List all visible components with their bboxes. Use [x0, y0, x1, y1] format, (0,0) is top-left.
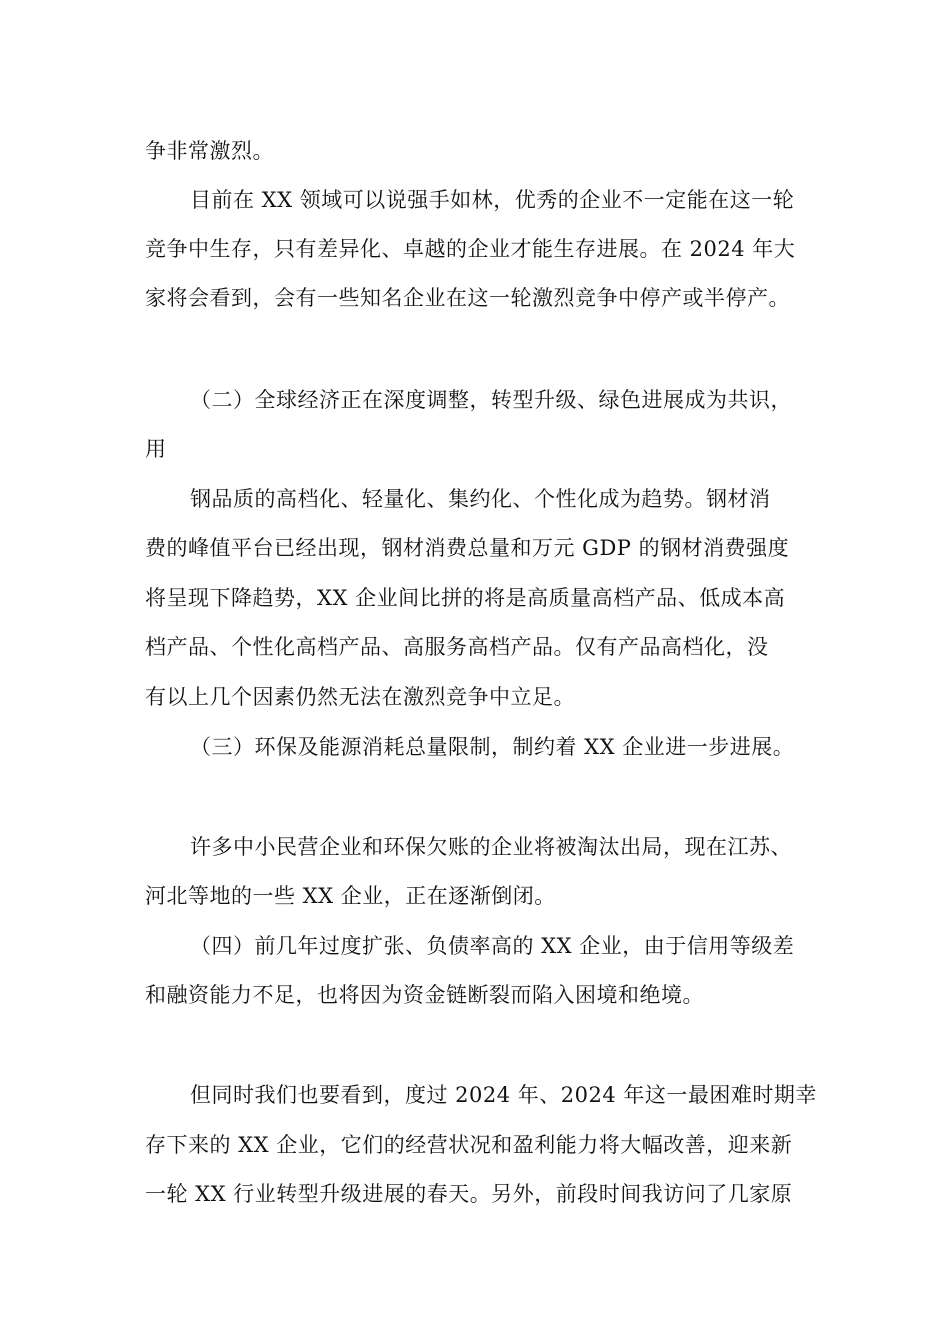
text-line: （三）环保及能源消耗总量限制，制约着 XX 企业进一步进展。	[190, 735, 795, 759]
text-line: 竞争中生存，只有差异化、卓越的企业才能生存进展。在 2024 年大	[145, 237, 796, 261]
text-line: 一轮 XX 行业转型升级进展的春天。另外，前段时间我访问了几家原	[145, 1182, 793, 1206]
text-line: 河北等地的一些 XX 企业，正在逐渐倒闭。	[145, 884, 556, 908]
text-line: 和融资能力不足，也将因为资金链断裂而陷入困境和绝境。	[145, 983, 704, 1007]
text-line: 争非常激烈。	[145, 139, 274, 163]
text-line: （四）前几年过度扩张、负债率高的 XX 企业，由于信用等级差	[190, 934, 795, 958]
text-line: 档产品、个性化高档产品、高服务高档产品。仅有产品高档化，没	[145, 635, 769, 659]
text-line: 家将会看到，会有一些知名企业在这一轮激烈竞争中停产或半停产。	[145, 286, 790, 310]
text-line: 许多中小民营企业和环保欠账的企业将被淘汰出局，现在江苏、	[190, 835, 792, 859]
text-line: 钢品质的高档化、轻量化、集约化、个性化成为趋势。钢材消	[190, 487, 771, 511]
text-line: 目前在 XX 领域可以说强手如林，优秀的企业不一定能在这一轮	[190, 188, 795, 212]
text-line: 存下来的 XX 企业，它们的经营状况和盈利能力将大幅改善，迎来新	[145, 1133, 793, 1157]
text-line: 有以上几个因素仍然无法在激烈竞争中立足。	[145, 685, 575, 709]
text-line: 用	[145, 437, 167, 461]
text-line: （二）全球经济正在深度调整，转型升级、绿色进展成为共识，	[190, 388, 792, 412]
text-line: 将呈现下降趋势，XX 企业间比拼的将是高质量高档产品、低成本高	[145, 586, 786, 610]
text-line: 费的峰值平台已经出现，钢材消费总量和万元 GDP 的钢材消费强度	[145, 536, 790, 560]
text-line: 但同时我们也要看到，度过 2024 年、2024 年这一最困难时期幸	[190, 1083, 817, 1107]
